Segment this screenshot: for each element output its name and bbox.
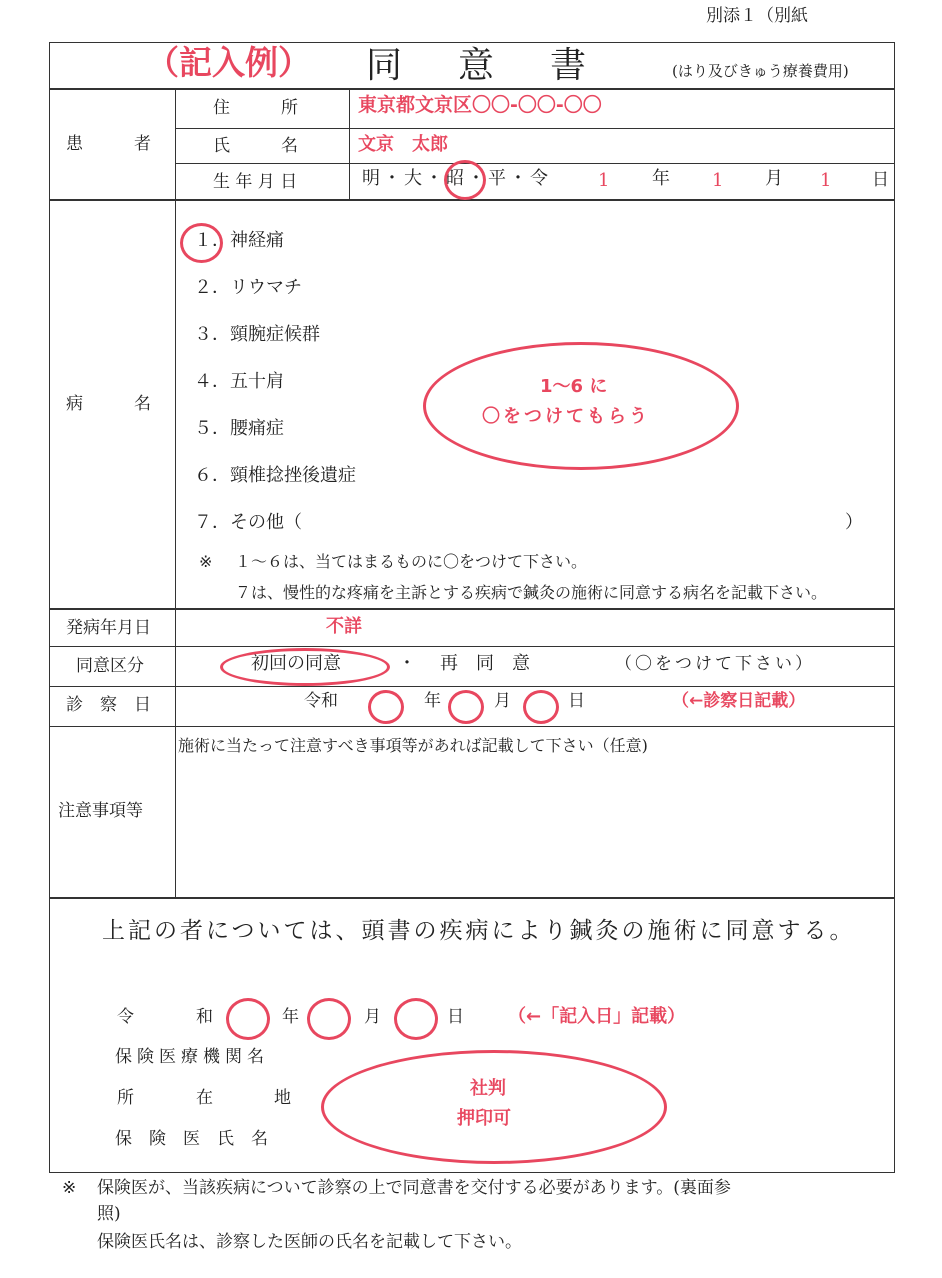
consent-first-option[interactable]: 初回の同意: [251, 653, 341, 674]
selection-circle: [180, 223, 223, 263]
disease-note-2: ７は、慢性的な疼痛を主訴とする疾病で鍼灸の施術に同意する病名を記載下さい。: [235, 583, 828, 602]
column-divider: [175, 88, 176, 897]
divider: [175, 163, 895, 164]
disease-item-frozen-shoulder[interactable]: ４．五十肩: [194, 371, 284, 392]
sign-year-unit: 年: [282, 1007, 299, 1027]
sign-date-note: （←「記入日」記載）: [508, 1006, 686, 1027]
exam-year-field[interactable]: [368, 690, 404, 724]
location-label: 地: [274, 1088, 291, 1108]
era-options: 明・大・昭・平・令: [362, 168, 551, 189]
birth-day-value[interactable]: 1: [820, 170, 832, 191]
sign-day-unit: 日: [447, 1007, 464, 1027]
disease-item-other[interactable]: ７．その他（: [194, 512, 302, 533]
location-label: 在: [196, 1088, 213, 1108]
consent-hint: （〇をつけて下さい）: [615, 654, 815, 674]
callout-text: 1～6 に: [540, 376, 608, 397]
example-label: （記入例）: [146, 43, 311, 82]
other-close-paren: ）: [845, 512, 863, 533]
institution-label: 保険医療機関名: [115, 1047, 269, 1067]
document-title: 同 意 書: [366, 45, 597, 86]
stamp-note: 社判: [470, 1078, 506, 1099]
sign-month-unit: 月: [364, 1007, 381, 1027]
birth-month-value[interactable]: 1: [712, 170, 724, 191]
name-label: 氏 名: [213, 136, 298, 156]
notes-prompt: 施術に当たって注意すべき事項等があれば記載して下さい（任意): [178, 736, 648, 755]
footer-note-line1: 保険医が、当該疾病について診察の上で同意書を交付する必要があります。(裏面参: [97, 1178, 731, 1198]
consent-type-label: 同意区分: [76, 656, 144, 676]
sign-month-field[interactable]: [307, 998, 351, 1040]
exam-date-label: 診 察 日: [66, 695, 151, 715]
callout-text: 〇をつけてもらう: [482, 406, 650, 427]
option-separator: ・: [398, 653, 416, 674]
notes-label: 注意事項等: [58, 801, 143, 821]
attachment-note: 別添１（別紙: [706, 6, 808, 26]
day-unit: 日: [872, 170, 889, 190]
disease-item-rheumatism[interactable]: ２．リウマチ: [194, 277, 302, 298]
column-divider: [349, 88, 350, 199]
sign-day-field[interactable]: [394, 998, 438, 1040]
month-unit: 月: [765, 168, 783, 189]
patient-section-label: 患 者: [66, 134, 151, 154]
address-label: 住 所: [213, 98, 298, 118]
location-label: 所: [117, 1088, 134, 1108]
note-mark: ※: [199, 552, 213, 571]
name-value[interactable]: 文京 太郎: [358, 134, 448, 155]
notes-field[interactable]: [178, 762, 888, 892]
onset-value[interactable]: 不詳: [326, 616, 362, 637]
exam-day-field[interactable]: [523, 690, 559, 724]
footer-note-line3: 保険医氏名は、診察した医師の氏名を記載して下さい。: [97, 1232, 522, 1252]
disease-item-cervicobrachial[interactable]: ３．頸腕症候群: [194, 324, 320, 345]
era-selection-circle: [444, 160, 486, 200]
consent-again-option[interactable]: 再 同 意: [440, 653, 530, 674]
footer-mark: ※: [62, 1178, 77, 1198]
sign-year-field[interactable]: [226, 998, 270, 1040]
disease-item-whiplash[interactable]: ６．頸椎捻挫後遺症: [194, 465, 356, 486]
year-unit: 年: [652, 168, 670, 189]
divider: [175, 128, 895, 129]
document-subtitle: (はり及びきゅう療養費用): [672, 62, 849, 80]
disease-item-lumbago[interactable]: ５．腰痛症: [194, 418, 284, 439]
exam-date-note: （←診察日記載）: [672, 691, 806, 711]
exam-month-field[interactable]: [448, 690, 484, 724]
date-era: 和: [196, 1007, 213, 1027]
onset-label: 発病年月日: [66, 618, 151, 638]
date-era: 令: [117, 1007, 134, 1027]
disease-section-label: 病 名: [66, 394, 151, 414]
doctor-name-label: 保 険 医 氏 名: [115, 1129, 268, 1149]
footer-note-line2: 照): [97, 1204, 121, 1224]
exam-month-unit: 月: [494, 691, 511, 711]
exam-era: 令和: [304, 691, 338, 711]
stamp-note: 押印可: [457, 1108, 511, 1129]
disease-item-neuralgia[interactable]: １．神経痛: [194, 230, 284, 251]
consent-statement: 上記の者については、頭書の疾病により鍼灸の施術に同意する。: [102, 918, 856, 944]
exam-day-unit: 日: [568, 691, 585, 711]
divider: [49, 897, 895, 899]
disease-note-1: １～６は、当てはまるものに〇をつけて下さい。: [235, 552, 588, 571]
address-value[interactable]: 東京都文京区〇〇-〇〇-〇〇: [358, 94, 602, 116]
consent-selection-circle: [220, 648, 390, 686]
stamp-area-oval[interactable]: [321, 1050, 667, 1164]
birthdate-label: 生 年 月 日: [213, 172, 298, 192]
birth-year-value[interactable]: 1: [598, 170, 610, 191]
exam-year-unit: 年: [424, 691, 441, 711]
